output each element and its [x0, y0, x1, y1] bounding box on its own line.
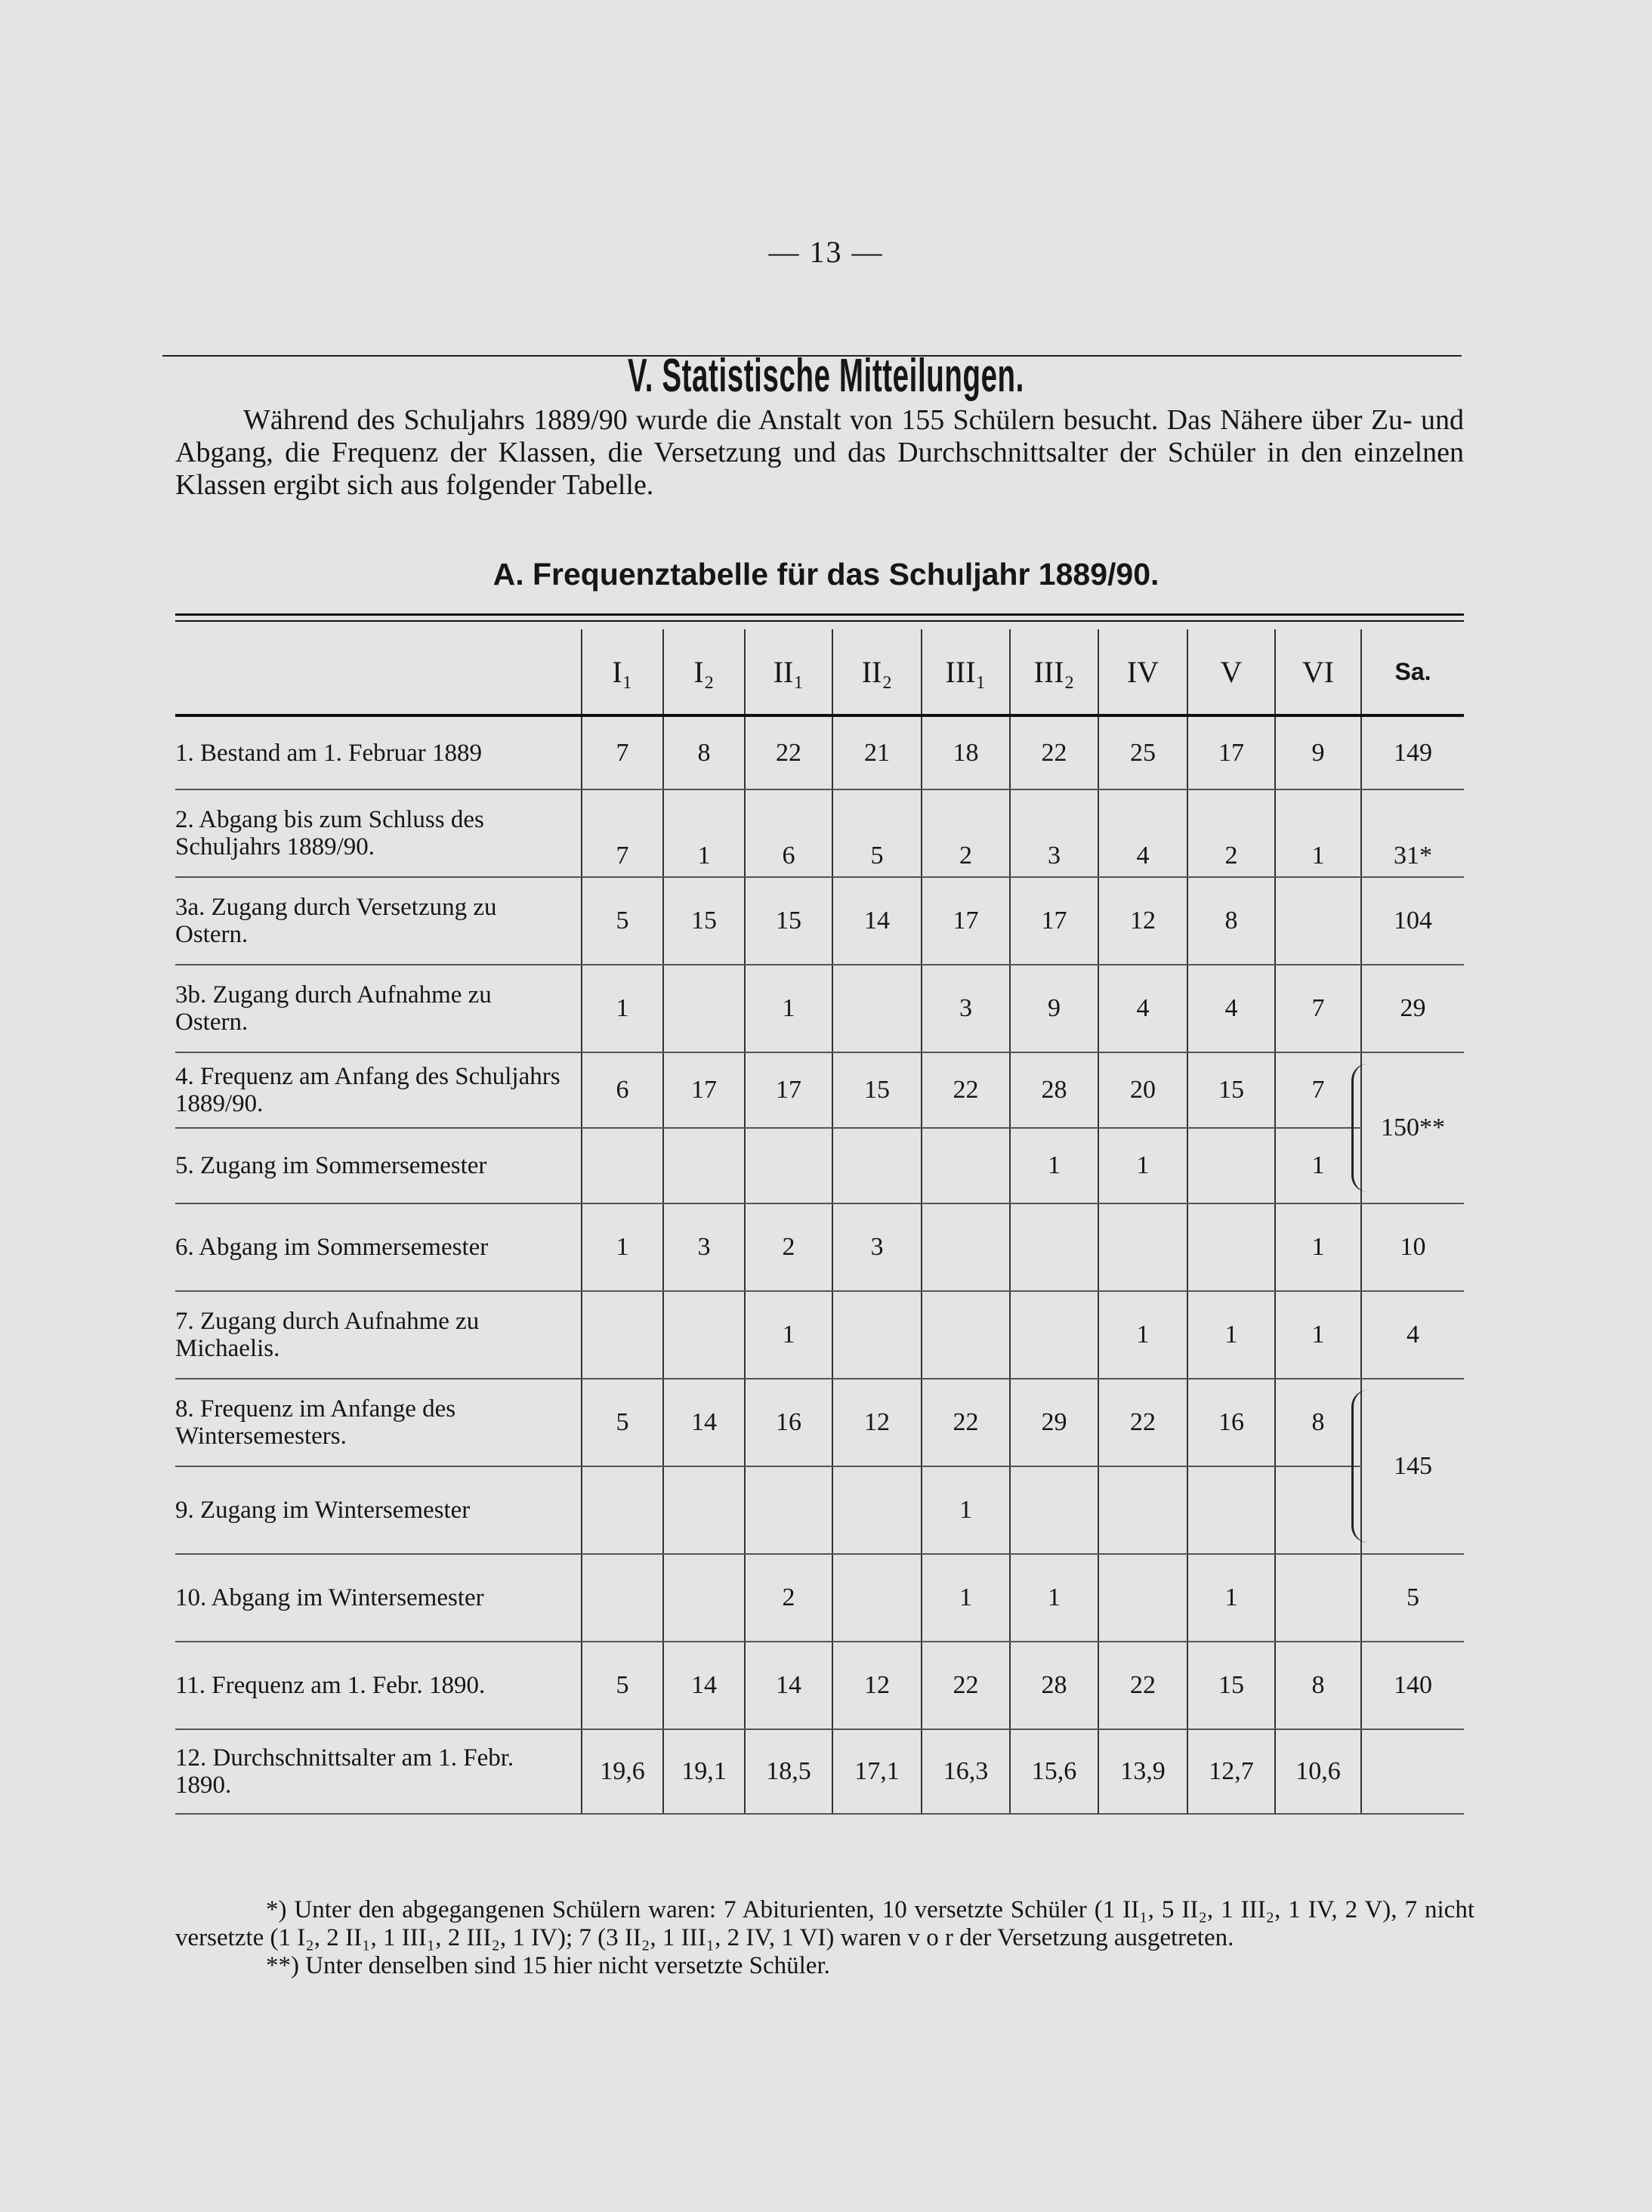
intro-paragraph: [175, 404, 1464, 502]
cell: [1010, 1466, 1098, 1554]
table-row: [175, 1554, 1464, 1642]
cell: 25: [1098, 715, 1187, 789]
cell: 1: [1275, 1203, 1361, 1291]
cell-sum: 149: [1361, 715, 1464, 789]
cell: 5: [582, 1379, 663, 1466]
cell: 9: [1275, 715, 1361, 789]
cell: [1187, 1128, 1275, 1203]
cell: 1: [663, 789, 745, 877]
column-header: II₁: [745, 629, 832, 715]
table-row: [175, 1729, 1464, 1814]
cell-sum: 104: [1361, 877, 1464, 965]
cell: 22: [1098, 1642, 1187, 1729]
row-label: 3b. Zugang durch Aufnahme zu Ostern.: [175, 965, 582, 1052]
cell: 9: [1010, 965, 1098, 1052]
cell: [663, 1291, 745, 1379]
cell: 13,9: [1098, 1729, 1187, 1814]
cell: [832, 1128, 922, 1203]
page-number: — 13 —: [768, 235, 884, 269]
cell: 17: [1187, 715, 1275, 789]
cell: 17: [663, 1052, 745, 1128]
cell: 15: [1187, 1642, 1275, 1729]
table-row: [175, 877, 1464, 965]
table-row: [175, 715, 1464, 789]
cell: 12: [1098, 877, 1187, 965]
cell: 5: [582, 1642, 663, 1729]
cell: 15: [663, 877, 745, 965]
brace: [1351, 1390, 1370, 1543]
row-label: 1. Bestand am 1. Februar 1889: [175, 715, 582, 789]
footnote-2: **) Unter denselben sind 15 hier nicht versetzte Schüler.: [266, 1952, 830, 1979]
cell: 3: [922, 965, 1010, 1052]
cell: [1098, 1203, 1187, 1291]
cell: 18,5: [745, 1729, 832, 1814]
cell: 12,7: [1187, 1729, 1275, 1814]
cell: 4: [1187, 965, 1275, 1052]
intro-text: Während des Schuljahrs 1889/90 wurde die Anstalt von 155 Schülern besucht. Das Nähere über Zu- und Abgang, die Frequenz der Klassen, die Versetzung und das Durchschnittsalter der Schüler in den einzelnen Klassen ergibt sich aus folgender Tabelle.: [175, 404, 1464, 501]
row-label: 5. Zugang im Sommersemester: [175, 1128, 582, 1203]
cell: [582, 1466, 663, 1554]
table-row: [175, 965, 1464, 1052]
table-row: [175, 1466, 1464, 1554]
cell: 2: [1187, 789, 1275, 877]
cell: 14: [832, 877, 922, 965]
cell-sum-merged: [1361, 1052, 1464, 1203]
cell: 21: [832, 715, 922, 789]
column-header: I₁: [582, 629, 663, 715]
footnote-1: *) Unter den abgegangenen Schülern waren: 7 Abiturienten, 10 versetzte Schüler (1 II₁, 5 II₂, 1 III₂, 1 IV, 2 V), 7 nicht versetzte (1 I₂, 2 II₁, 1 III₁, 2 III₂, 1 IV); 7 (3 II₂, 1 III₁, 2 IV, 1 VI) waren v o r der Versetzung ausgetreten.: [175, 1896, 1474, 1951]
cell: 12: [832, 1379, 922, 1466]
table-title: A. Frequenztabelle für das Schuljahr 1889/90.: [493, 557, 1159, 592]
cell: 16: [1187, 1379, 1275, 1466]
cell: 8: [1187, 877, 1275, 965]
cell: 14: [663, 1379, 745, 1466]
cell: 22: [922, 1642, 1010, 1729]
cell: 1: [1187, 1291, 1275, 1379]
row-label: 11. Frequenz am 1. Febr. 1890.: [175, 1642, 582, 1729]
table-row: [175, 1052, 1464, 1128]
cell: [832, 965, 922, 1052]
cell: 28: [1010, 1052, 1098, 1128]
cell: [832, 1466, 922, 1554]
cell: 1: [745, 965, 832, 1052]
cell: [922, 1128, 1010, 1203]
cell: 1: [1187, 1554, 1275, 1642]
cell: [582, 1291, 663, 1379]
cell: [745, 1128, 832, 1203]
cell: [1010, 1203, 1098, 1291]
cell: [745, 1466, 832, 1554]
cell: 15,6: [1010, 1729, 1098, 1814]
cell: 1: [1098, 1291, 1187, 1379]
cell: 1: [745, 1291, 832, 1379]
cell: [1275, 1554, 1361, 1642]
cell: 5: [832, 789, 922, 877]
cell: 19,1: [663, 1729, 745, 1814]
cell: 2: [922, 789, 1010, 877]
cell: 4: [1098, 965, 1187, 1052]
column-header: IV: [1098, 629, 1187, 715]
table-row: [175, 1203, 1464, 1291]
table-row: [175, 789, 1464, 877]
cell: 8: [663, 715, 745, 789]
frequency-table: [175, 629, 1464, 1815]
row-label: 2. Abgang bis zum Schluss des Schuljahrs 1889/90.: [175, 789, 582, 877]
cell: [832, 1554, 922, 1642]
cell: 8: [1275, 1379, 1361, 1466]
cell: [663, 1128, 745, 1203]
cell: 15: [832, 1052, 922, 1128]
cell: [663, 965, 745, 1052]
cell: 22: [922, 1379, 1010, 1466]
cell: 1: [1010, 1554, 1098, 1642]
cell: 1: [1275, 789, 1361, 877]
cell: [663, 1554, 745, 1642]
row-label: 8. Frequenz im Anfange des Wintersemesters.: [175, 1379, 582, 1466]
cell: 17,1: [832, 1729, 922, 1814]
cell: 1: [922, 1554, 1010, 1642]
cell: 18: [922, 715, 1010, 789]
cell: 1: [582, 965, 663, 1052]
cell-sum: 29: [1361, 965, 1464, 1052]
cell: 1: [582, 1203, 663, 1291]
brace: [1351, 1064, 1370, 1192]
cell: [1187, 1466, 1275, 1554]
cell: 7: [582, 789, 663, 877]
cell: 1: [1275, 1291, 1361, 1379]
cell: 14: [663, 1642, 745, 1729]
cell: 17: [745, 1052, 832, 1128]
table-row: [175, 1379, 1464, 1466]
cell: 1: [1010, 1128, 1098, 1203]
column-header: V: [1187, 629, 1275, 715]
cell: 10,6: [1275, 1729, 1361, 1814]
cell: [922, 1203, 1010, 1291]
row-label: 3a. Zugang durch Versetzung zu Ostern.: [175, 877, 582, 965]
column-header: III₁: [922, 629, 1010, 715]
cell-sum: [1361, 1729, 1464, 1814]
cell: 3: [663, 1203, 745, 1291]
row-label: 6. Abgang im Sommersemester: [175, 1203, 582, 1291]
cell: 16,3: [922, 1729, 1010, 1814]
cell: 3: [832, 1203, 922, 1291]
table-row: [175, 1642, 1464, 1729]
row-label: 4. Frequenz am Anfang des Schuljahrs 1889/90.: [175, 1052, 582, 1128]
cell: [1187, 1203, 1275, 1291]
cell: 1: [1275, 1128, 1361, 1203]
column-header: I₂: [663, 629, 745, 715]
table-header-row: [175, 629, 1464, 715]
cell: 7: [1275, 965, 1361, 1052]
cell: 15: [745, 877, 832, 965]
cell: [582, 1554, 663, 1642]
cell: 20: [1098, 1052, 1187, 1128]
cell: 3: [1010, 789, 1098, 877]
cell-sum: 140: [1361, 1642, 1464, 1729]
cell: [922, 1291, 1010, 1379]
cell: 7: [1275, 1052, 1361, 1128]
cell: 19,6: [582, 1729, 663, 1814]
cell: 6: [582, 1052, 663, 1128]
row-label: 7. Zugang durch Aufnahme zu Michaelis.: [175, 1291, 582, 1379]
cell: 12: [832, 1642, 922, 1729]
cell: 8: [1275, 1642, 1361, 1729]
footnotes: [175, 1896, 1474, 1980]
cell: 5: [582, 877, 663, 965]
merged-sum-value: 150**: [1381, 1114, 1445, 1142]
cell: 29: [1010, 1379, 1098, 1466]
cell: 22: [922, 1052, 1010, 1128]
column-header: III₂: [1010, 629, 1098, 715]
cell: 17: [1010, 877, 1098, 965]
cell: 17: [922, 877, 1010, 965]
cell-sum: 10: [1361, 1203, 1464, 1291]
cell: 14: [745, 1642, 832, 1729]
cell: [1275, 877, 1361, 965]
row-label: 10. Abgang im Wintersemester: [175, 1554, 582, 1642]
cell-sum: 31*: [1361, 789, 1464, 877]
cell: 1: [1098, 1128, 1187, 1203]
cell: 2: [745, 1554, 832, 1642]
column-header-label: [175, 629, 582, 715]
row-label: 12. Durchschnittsalter am 1. Febr. 1890.: [175, 1729, 582, 1814]
cell: [1275, 1466, 1361, 1554]
table-top-rule: [175, 613, 1464, 622]
table-row: [175, 1291, 1464, 1379]
table-row: [175, 1128, 1464, 1203]
cell: 7: [582, 715, 663, 789]
cell: [832, 1291, 922, 1379]
cell: 28: [1010, 1642, 1098, 1729]
cell: [1010, 1291, 1098, 1379]
cell-sum-merged: [1361, 1379, 1464, 1554]
cell-sum: 5: [1361, 1554, 1464, 1642]
section-heading: V. Statistische Mitteilungen.: [628, 350, 1024, 402]
cell: 2: [745, 1203, 832, 1291]
merged-sum-value: 145: [1394, 1452, 1432, 1480]
cell: 22: [1098, 1379, 1187, 1466]
column-header: VI: [1275, 629, 1361, 715]
row-label: 9. Zugang im Wintersemester: [175, 1466, 582, 1554]
column-header-sum: Sa.: [1361, 629, 1464, 715]
cell: 16: [745, 1379, 832, 1466]
cell: 15: [1187, 1052, 1275, 1128]
cell: [1098, 1466, 1187, 1554]
cell: 22: [745, 715, 832, 789]
cell: 22: [1010, 715, 1098, 789]
cell: 6: [745, 789, 832, 877]
cell: 1: [922, 1466, 1010, 1554]
column-header: II₂: [832, 629, 922, 715]
cell: [663, 1466, 745, 1554]
cell: 4: [1098, 789, 1187, 877]
cell: [1098, 1554, 1187, 1642]
cell: [582, 1128, 663, 1203]
cell-sum: 4: [1361, 1291, 1464, 1379]
